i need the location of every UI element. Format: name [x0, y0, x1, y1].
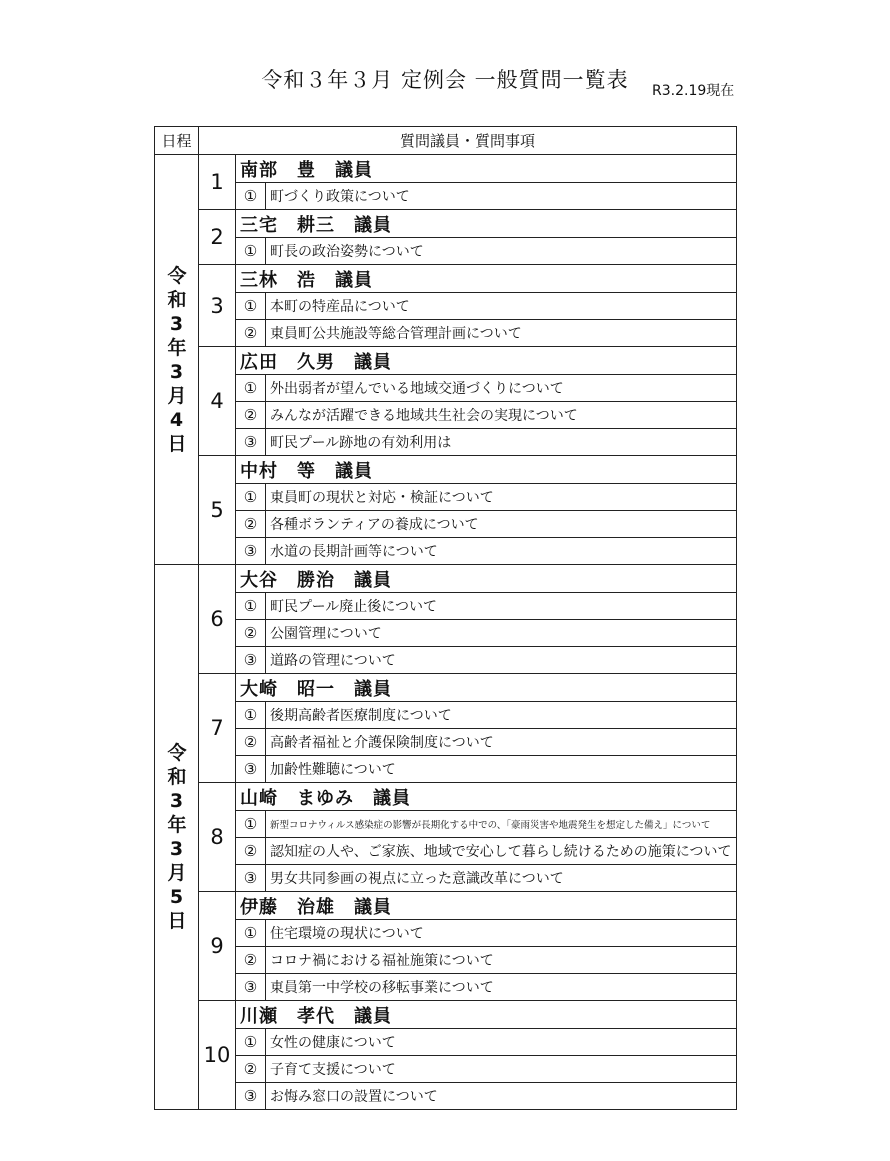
question-topic: 住宅環境の現状について	[266, 920, 737, 947]
question-topic: 道路の管理について	[266, 647, 737, 674]
question-item-row	[155, 1083, 737, 1110]
question-item-row	[155, 293, 737, 320]
question-item-row	[155, 375, 737, 402]
question-item-row	[155, 402, 737, 429]
member-number: 7	[199, 674, 236, 783]
question-topic: 外出弱者が望んでいる地域交通づくりについて	[266, 375, 737, 402]
question-item-row	[155, 974, 737, 1001]
question-topic: 東員町の現状と対応・検証について	[266, 484, 737, 511]
item-number: ③	[236, 974, 266, 1001]
item-number: ①	[236, 375, 266, 402]
question-topic: 新型コロナウィルス感染症の影響が長期化する中での、「豪雨災害や地震発生を想定した備え」について	[266, 811, 737, 838]
session-date	[155, 155, 199, 565]
session-date	[155, 565, 199, 1110]
member-number: 1	[199, 155, 236, 210]
question-item-row	[155, 538, 737, 565]
member-name: 三宅 耕三 議員	[236, 210, 737, 238]
header-date: 日程	[155, 127, 199, 155]
item-number: ②	[236, 320, 266, 347]
question-topic: 町民プール跡地の有効利用は	[266, 429, 737, 456]
session-date-label: 令和3年3月5日	[167, 742, 187, 932]
item-number: ③	[236, 756, 266, 783]
question-topic: 高齢者福祉と介護保険制度について	[266, 729, 737, 756]
item-number: ②	[236, 838, 266, 865]
item-number: ②	[236, 1056, 266, 1083]
header-content: 質問議員・質問事項	[199, 127, 737, 155]
question-item-row	[155, 320, 737, 347]
question-item-row	[155, 1029, 737, 1056]
item-number: ①	[236, 920, 266, 947]
question-item-row	[155, 511, 737, 538]
table-body	[155, 155, 737, 1110]
member-name: 広田 久男 議員	[236, 347, 737, 375]
member-number: 6	[199, 565, 236, 674]
member-row	[155, 674, 737, 702]
question-item-row	[155, 183, 737, 210]
question-item-row	[155, 920, 737, 947]
question-item-row	[155, 756, 737, 783]
as-of-date: R3.2.19現在	[652, 83, 735, 99]
item-number: ③	[236, 1083, 266, 1110]
item-number: ①	[236, 811, 266, 838]
item-number: ①	[236, 593, 266, 620]
question-item-row	[155, 484, 737, 511]
question-topic: 女性の健康について	[266, 1029, 737, 1056]
question-item-row	[155, 429, 737, 456]
question-topic: コロナ禍における福祉施策について	[266, 947, 737, 974]
question-topic: 子育て支援について	[266, 1056, 737, 1083]
question-item-row	[155, 811, 737, 838]
member-row	[155, 347, 737, 375]
member-row	[155, 1001, 737, 1029]
question-item-row	[155, 238, 737, 265]
session-date-label: 令和3年3月4日	[167, 264, 187, 455]
question-topic: 後期高齢者医療制度について	[266, 702, 737, 729]
item-number: ③	[236, 865, 266, 892]
question-item-row	[155, 647, 737, 674]
question-item-row	[155, 593, 737, 620]
question-item-row	[155, 865, 737, 892]
member-name: 南部 豊 議員	[236, 155, 737, 183]
member-number: 5	[199, 456, 236, 565]
item-number: ②	[236, 947, 266, 974]
question-topic: 東員第一中学校の移転事業について	[266, 974, 737, 1001]
question-item-row	[155, 729, 737, 756]
member-name: 大谷 勝治 議員	[236, 565, 737, 593]
question-topic: 各種ボランティアの養成について	[266, 511, 737, 538]
member-name: 川瀬 孝代 議員	[236, 1001, 737, 1029]
item-number: ③	[236, 429, 266, 456]
item-number: ①	[236, 1029, 266, 1056]
question-topic: 男女共同参画の視点に立った意識改革について	[266, 865, 737, 892]
item-number: ②	[236, 511, 266, 538]
question-item-row	[155, 620, 737, 647]
member-name: 大崎 昭一 議員	[236, 674, 737, 702]
item-number: ②	[236, 402, 266, 429]
question-topic: みんなが活躍できる地域共生社会の実現について	[266, 402, 737, 429]
question-item-row	[155, 838, 737, 865]
member-number: 8	[199, 783, 236, 892]
member-row	[155, 155, 737, 183]
member-name: 伊藤 治雄 議員	[236, 892, 737, 920]
member-number: 10	[199, 1001, 236, 1110]
member-number: 4	[199, 347, 236, 456]
question-topic: 認知症の人や、ご家族、地域で安心して暮らし続けるための施策について	[266, 838, 737, 865]
page-title: 令和３年３月 定例会 一般質問一覧表	[261, 68, 629, 92]
member-row	[155, 210, 737, 238]
table-header-row	[155, 127, 737, 155]
member-number: 3	[199, 265, 236, 347]
question-topic: 水道の長期計画等について	[266, 538, 737, 565]
item-number: ①	[236, 238, 266, 265]
member-name: 中村 等 議員	[236, 456, 737, 484]
member-row	[155, 265, 737, 293]
question-topic: 本町の特産品について	[266, 293, 737, 320]
member-number: 2	[199, 210, 236, 265]
member-number: 9	[199, 892, 236, 1001]
question-topic: 加齢性難聴について	[266, 756, 737, 783]
question-item-row	[155, 1056, 737, 1083]
question-topic: 町民プール廃止後について	[266, 593, 737, 620]
item-number: ②	[236, 729, 266, 756]
question-topic: お悔み窓口の設置について	[266, 1083, 737, 1110]
question-topic: 東員町公共施設等総合管理計画について	[266, 320, 737, 347]
question-topic: 公園管理について	[266, 620, 737, 647]
member-row	[155, 783, 737, 811]
item-number: ①	[236, 484, 266, 511]
item-number: ①	[236, 702, 266, 729]
member-row	[155, 456, 737, 484]
item-number: ③	[236, 647, 266, 674]
question-item-row	[155, 947, 737, 974]
member-row	[155, 565, 737, 593]
question-topic: 町づくり政策について	[266, 183, 737, 210]
item-number: ③	[236, 538, 266, 565]
member-row	[155, 892, 737, 920]
question-topic: 町長の政治姿勢について	[266, 238, 737, 265]
question-item-row	[155, 702, 737, 729]
question-table	[154, 126, 737, 1110]
member-name: 三林 浩 議員	[236, 265, 737, 293]
item-number: ②	[236, 620, 266, 647]
item-number: ①	[236, 293, 266, 320]
member-name: 山崎 まゆみ 議員	[236, 783, 737, 811]
item-number: ①	[236, 183, 266, 210]
